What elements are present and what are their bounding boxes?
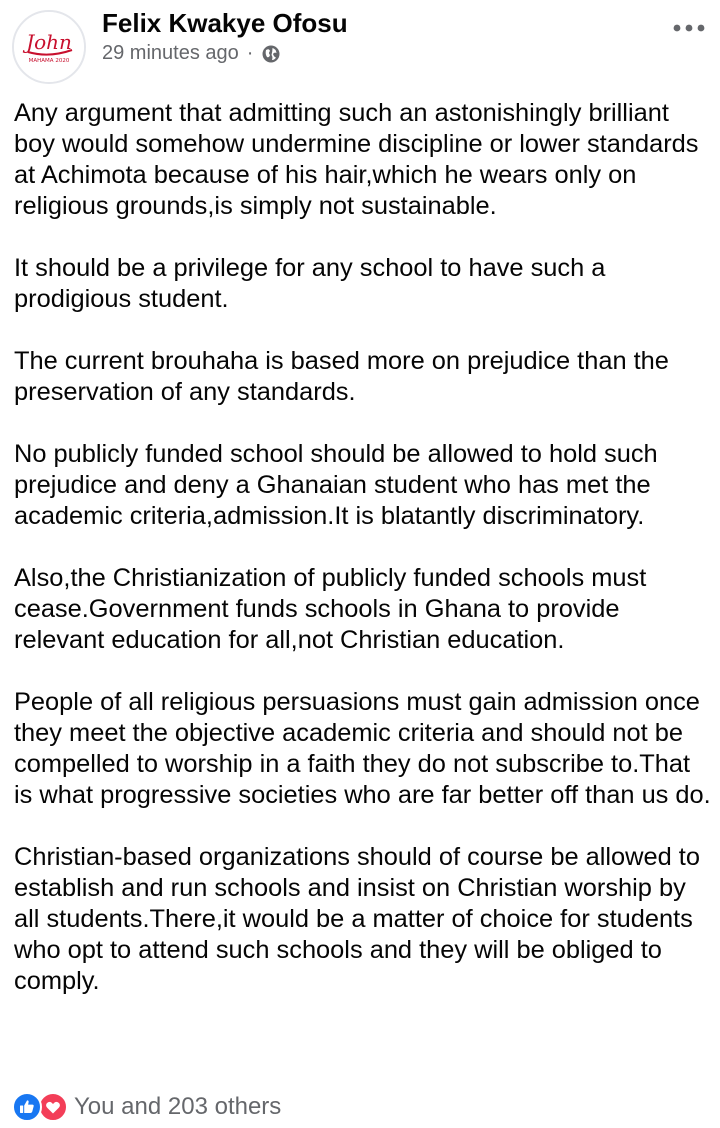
post-paragraph: People of all religious persuasions must gain admission once they meet the objective academic criteria and should not be compelled to worship in a faith they do not subscribe to.That is what progressive societies who are far better off than us do. — [14, 688, 711, 809]
post-paragraph: Also,the Christianization of publicly funded schools must cease.Government funds schools in Ghana to provide relevant education for all,not Christian education. — [14, 564, 647, 654]
post-header — [0, 0, 720, 86]
logo-subtext: MAHAMA 2020 — [28, 58, 70, 64]
post-paragraph: It should be a privilege for any school to have such a prodigious student. — [14, 254, 606, 313]
author-name[interactable]: Felix Kwakye Ofosu — [102, 8, 348, 38]
love-icon — [38, 1092, 68, 1122]
like-icon — [12, 1092, 42, 1122]
campaign-logo-icon — [14, 12, 84, 82]
post-paragraph: Any argument that admitting such an astonishingly brilliant boy would somehow undermine discipline or lower standards at Achimota because of his hair,which he wears only on religious grounds,is simply not sustainable. — [14, 99, 699, 220]
more-dots-icon[interactable] — [672, 18, 706, 38]
reaction-icons — [12, 1092, 70, 1122]
post-paragraph: Christian-based organizations should of course be allowed to establish and run schools and insist on Christian worship by all students.There,it would be a matter of choice for students who opt to attend such schools and they will be obliged to comply. — [14, 843, 700, 995]
post-body — [14, 98, 714, 1028]
post-meta — [102, 42, 281, 65]
globe-icon[interactable] — [261, 44, 281, 64]
avatar[interactable] — [12, 10, 86, 84]
reactions-summary[interactable] — [12, 1092, 281, 1122]
meta-separator: · — [246, 42, 254, 64]
logo-text: John — [26, 30, 72, 54]
post-timestamp[interactable]: 29 minutes ago — [102, 42, 239, 64]
post-paragraph: No publicly funded school should be allowed to hold such prejudice and deny a Ghanaian student who has met the academic criteria,admission.It is blatantly discriminatory. — [14, 440, 658, 530]
reaction-count[interactable]: You and 203 others — [74, 1093, 282, 1120]
post-paragraph: The current brouhaha is based more on prejudice than the preservation of any standards. — [14, 347, 669, 406]
